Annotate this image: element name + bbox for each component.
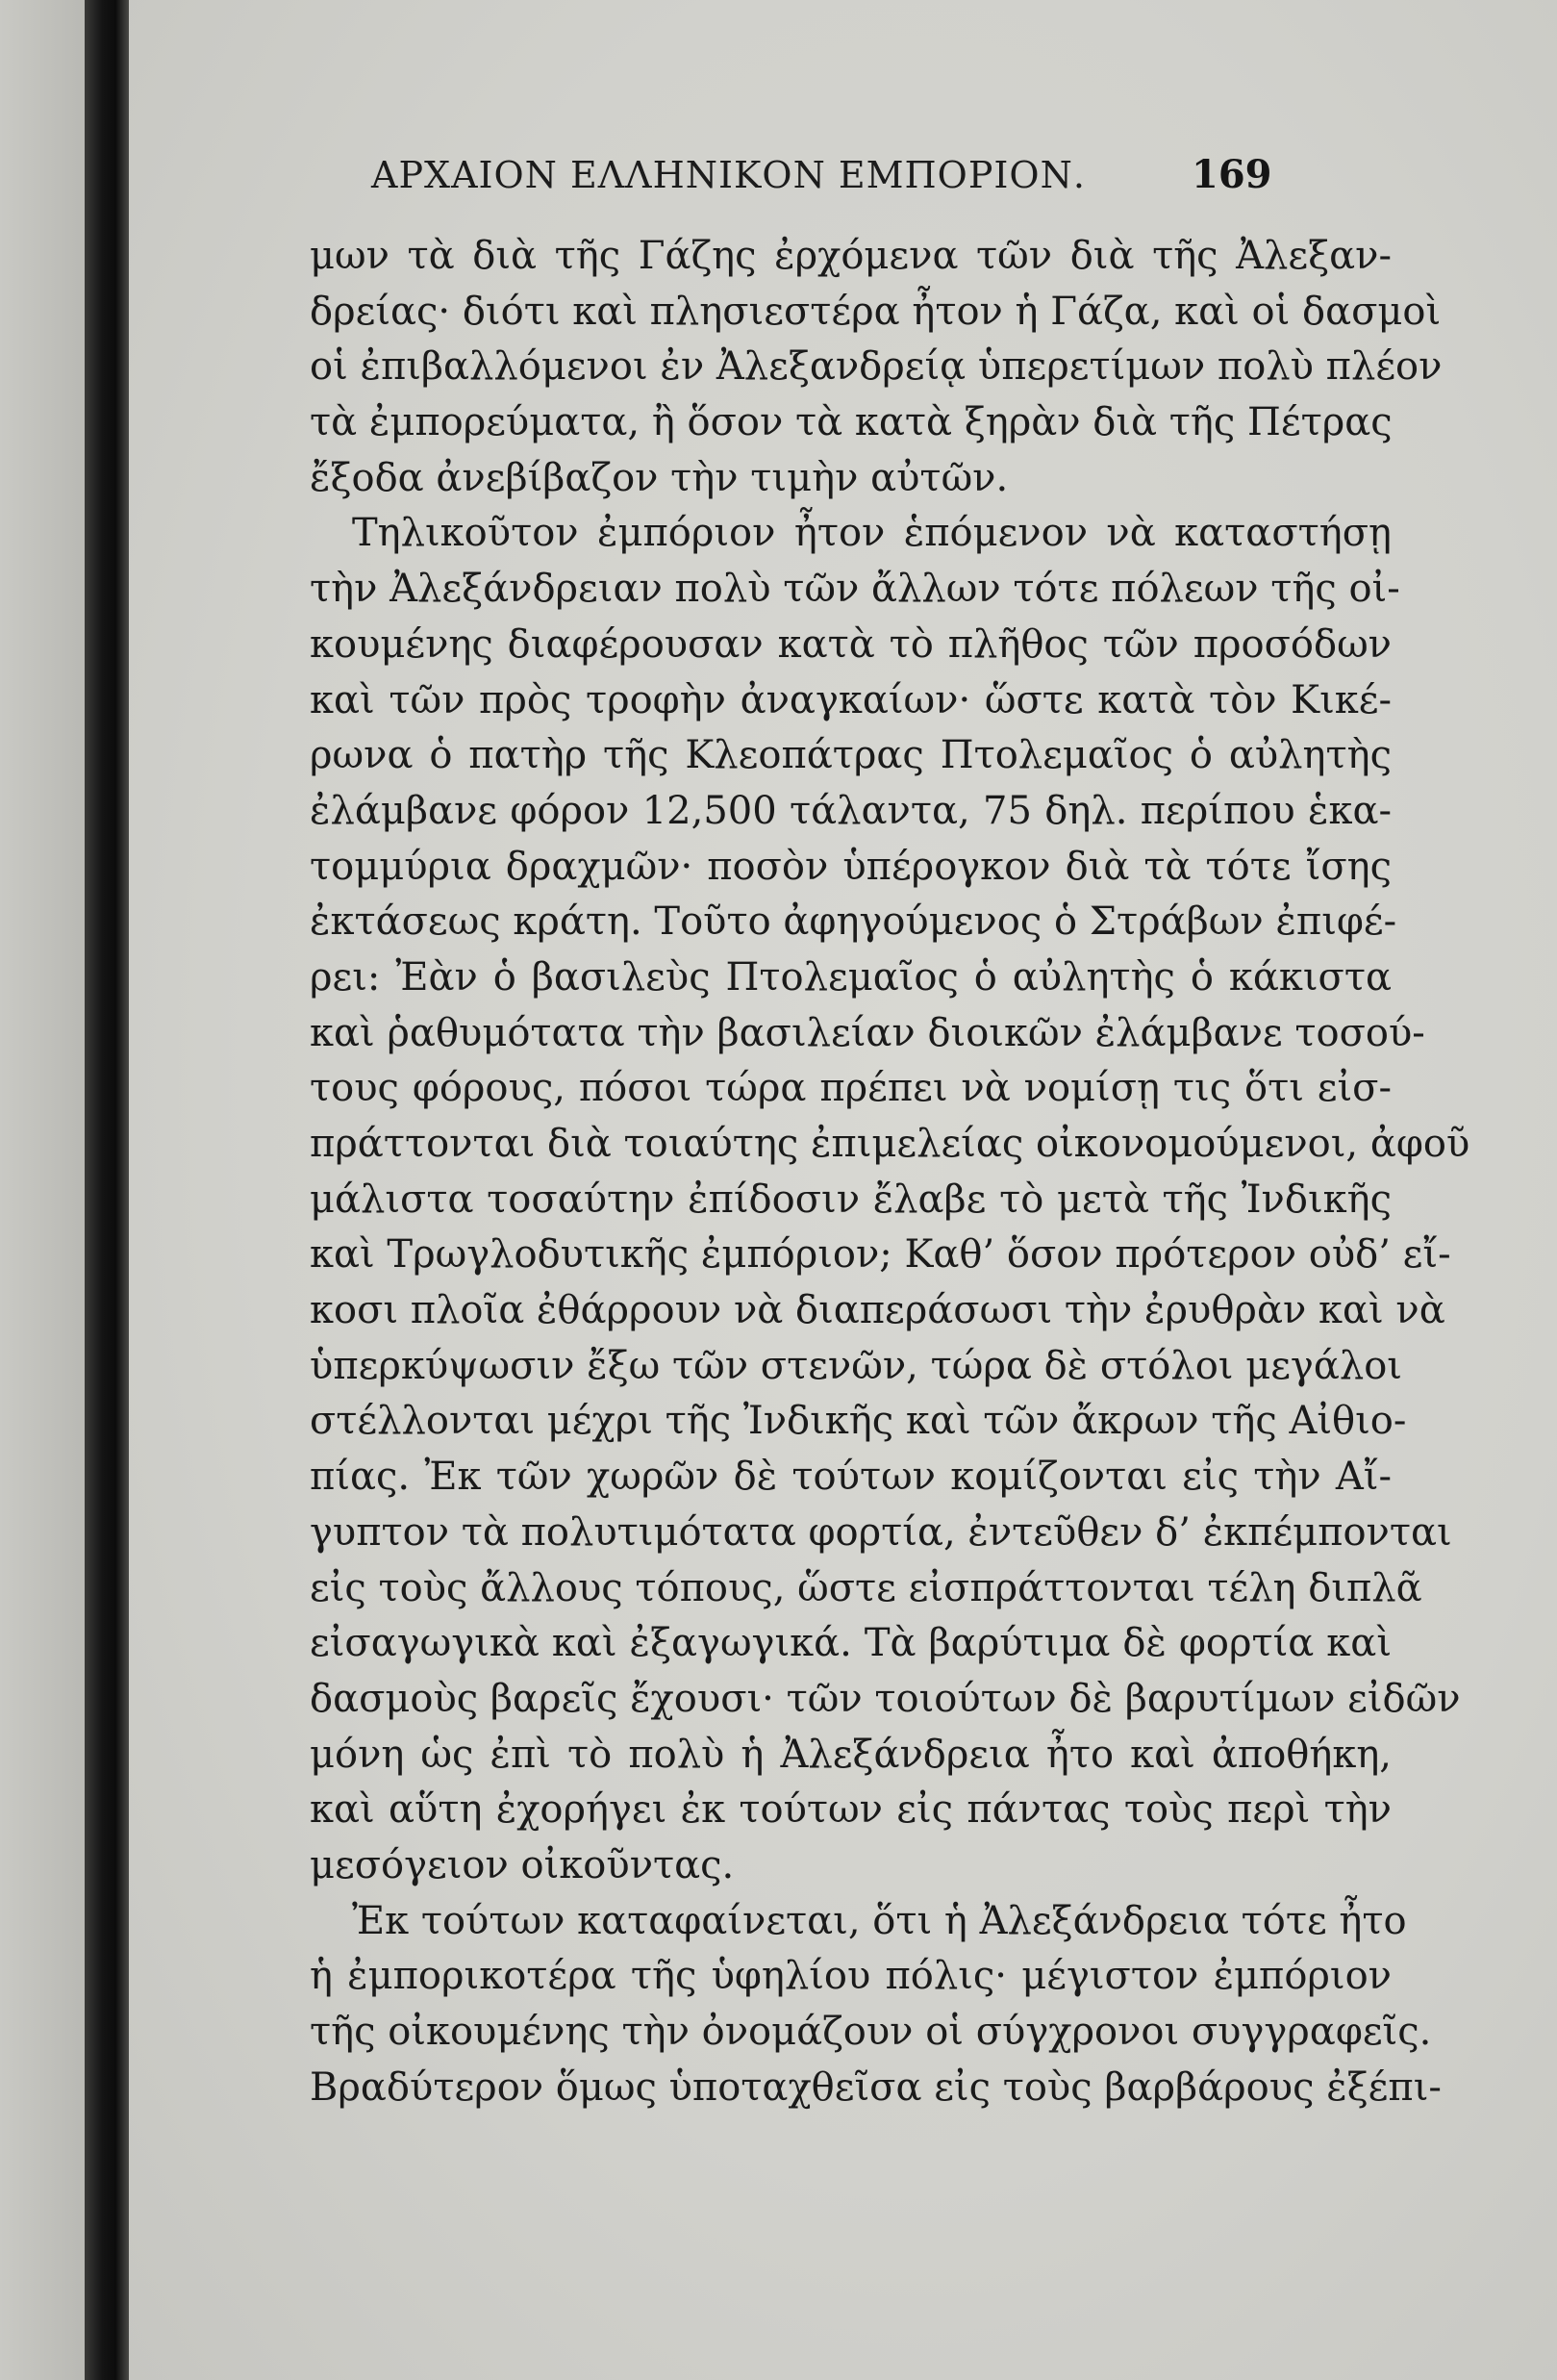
text-line: ρωνα ὁ πατὴρ τῆς Κλεοπάτρας Πτολεμαῖος ὁ αὐλητὴς (310, 733, 1392, 778)
text-line: Τηλικοῦτον ἐμπόριον ἦτον ἑπόμενον νὰ καταστήσῃ (352, 511, 1392, 556)
text-line: καὶ ῥαθυμότατα τὴν βασιλείαν διοικῶν ἐλάμβανε τοσού- (310, 1010, 1425, 1055)
text-line: εἰσαγωγικὰ καὶ ἐξαγωγικά. Τὰ βαρύτιμα δὲ φορτία καὶ (310, 1621, 1392, 1666)
text-line: μεσόγειον οἰκοῦντας. (310, 1842, 735, 1887)
text-line: μάλιστα τοσαύτην ἐπίδοσιν ἔλαβε τὸ μετὰ τῆς Ἰνδικῆς (310, 1177, 1392, 1222)
text-line: ἡ ἐμπορικοτέρα τῆς ὑφηλίου πόλις· μέγιστον ἐμπόριον (310, 1954, 1392, 1999)
book-page (129, 0, 1557, 2380)
text-line: μων τὰ διὰ τῆς Γάζης ἐρχόμενα τῶν διὰ τῆς Ἀλεξαν- (310, 234, 1392, 278)
text-line: δασμοὺς βαρεῖς ἔχουσι· τῶν τοιούτων δὲ βαρυτίμων εἰδῶν (310, 1676, 1461, 1721)
text-line: οἱ ἐπιβαλλόμενοι ἐν Ἀλεξανδρείᾳ ὑπερετίμων πολὺ πλέον (310, 344, 1443, 390)
text-line: ὑπερκύψωσιν ἔξω τῶν στενῶν, τώρα δὲ στόλοι μεγάλοι (310, 1343, 1402, 1388)
text-line: εἰς τοὺς ἄλλους τόπους, ὥστε εἰσπράττονται τέλη διπλᾶ (310, 1565, 1422, 1610)
running-head: ΑΡΧΑΙΟΝ ΕΛΛΗΝΙΚΟΝ ΕΜΠΟΡΙΟΝ. (371, 154, 1086, 196)
body-text (310, 229, 1470, 2115)
text-line: μόνη ὡς ἐπὶ τὸ πολὺ ἡ Ἀλεξάνδρεια ἦτο καὶ ἀποθήκη, (310, 1732, 1392, 1777)
page-number: 169 (1192, 152, 1272, 197)
text-line: καὶ αὕτη ἐχορήγει ἐκ τούτων εἰς πάντας τοὺς περὶ τὴν (310, 1787, 1392, 1833)
text-line: κοσι πλοῖα ἐθάρρουν νὰ διαπεράσωσι τὴν ἐρυθρὰν καὶ νὰ (310, 1288, 1445, 1333)
text-line: τὰ ἐμπορεύματα, ἢ ὅσον τὰ κατὰ ξηρὰν διὰ τῆς Πέτρας (310, 400, 1393, 445)
text-line: στέλλονται μέχρι τῆς Ἰνδικῆς καὶ τῶν ἄκρων τῆς Αἰθιο- (310, 1399, 1407, 1444)
text-line: ἔξοδα ἀνεβίβαζον τὴν τιμὴν αὐτῶν. (310, 455, 1009, 500)
text-line: Ἐκ τούτων καταφαίνεται, ὅτι ἡ Ἀλεξάνδρεια τότε ἦτο (352, 1898, 1407, 1943)
text-line: τομμύρια δραχμῶν· ποσὸν ὑπέρογκον διὰ τὰ τότε ἴσης (310, 844, 1392, 889)
book-binding-gutter (85, 0, 129, 2380)
text-line: πράττονται διὰ τοιαύτης ἐπιμελείας οἰκονομούμενοι, ἀφοῦ (310, 1122, 1470, 1166)
facing-page-edge (0, 0, 85, 2380)
text-line: γυπτον τὰ πολυτιμότατα φορτία, ἐντεῦθεν δ’ ἐκπέμπονται (310, 1509, 1452, 1555)
text-line: κουμένης διαφέρουσαν κατὰ τὸ πλῆθος τῶν προσόδων (310, 621, 1392, 667)
text-line: Βραδύτερον ὅμως ὑποταχθεῖσα εἰς τοὺς βαρβάρους ἐξέπι- (310, 2064, 1442, 2110)
text-line: τὴν Ἀλεξάνδρειαν πολὺ τῶν ἄλλων τότε πόλεων τῆς οἰ- (310, 567, 1400, 612)
text-line: πίας. Ἐκ τῶν χωρῶν δὲ τούτων κομίζονται εἰς τὴν Αἴ- (310, 1455, 1392, 1500)
text-line: ἐκτάσεως κράτη. Τοῦτο ἀφηγούμενος ὁ Στράβων ἐπιφέ- (310, 899, 1397, 945)
page-header (129, 154, 1437, 212)
text-line: ρει: Ἐὰν ὁ βασιλεὺς Πτολεμαῖος ὁ αὐλητὴς ὁ κάκιστα (310, 954, 1392, 1000)
text-line: καὶ Τρωγλοδυτικῆς ἐμπόριον; Καθ’ ὅσον πρότερον οὐδ’ εἴ- (310, 1232, 1451, 1278)
text-line: τους φόρους, πόσοι τώρα πρέπει νὰ νομίσῃ τις ὅτι εἰσ- (310, 1066, 1392, 1111)
text-line: ἐλάμβανε φόρον 12,500 τάλαντα, 75 δηλ. περίπου ἑκα- (310, 788, 1392, 833)
text-line: δρείας· διότι καὶ πλησιεστέρα ἦτον ἡ Γάζα, καὶ οἱ δασμοὶ (310, 289, 1442, 334)
text-line: τῆς οἰκουμένης τὴν ὀνομάζουν οἱ σύγχρονοι συγγραφεῖς. (310, 2010, 1432, 2054)
text-line: καὶ τῶν πρὸς τροφὴν ἀναγκαίων· ὥστε κατὰ τὸν Κικέ- (310, 677, 1392, 722)
